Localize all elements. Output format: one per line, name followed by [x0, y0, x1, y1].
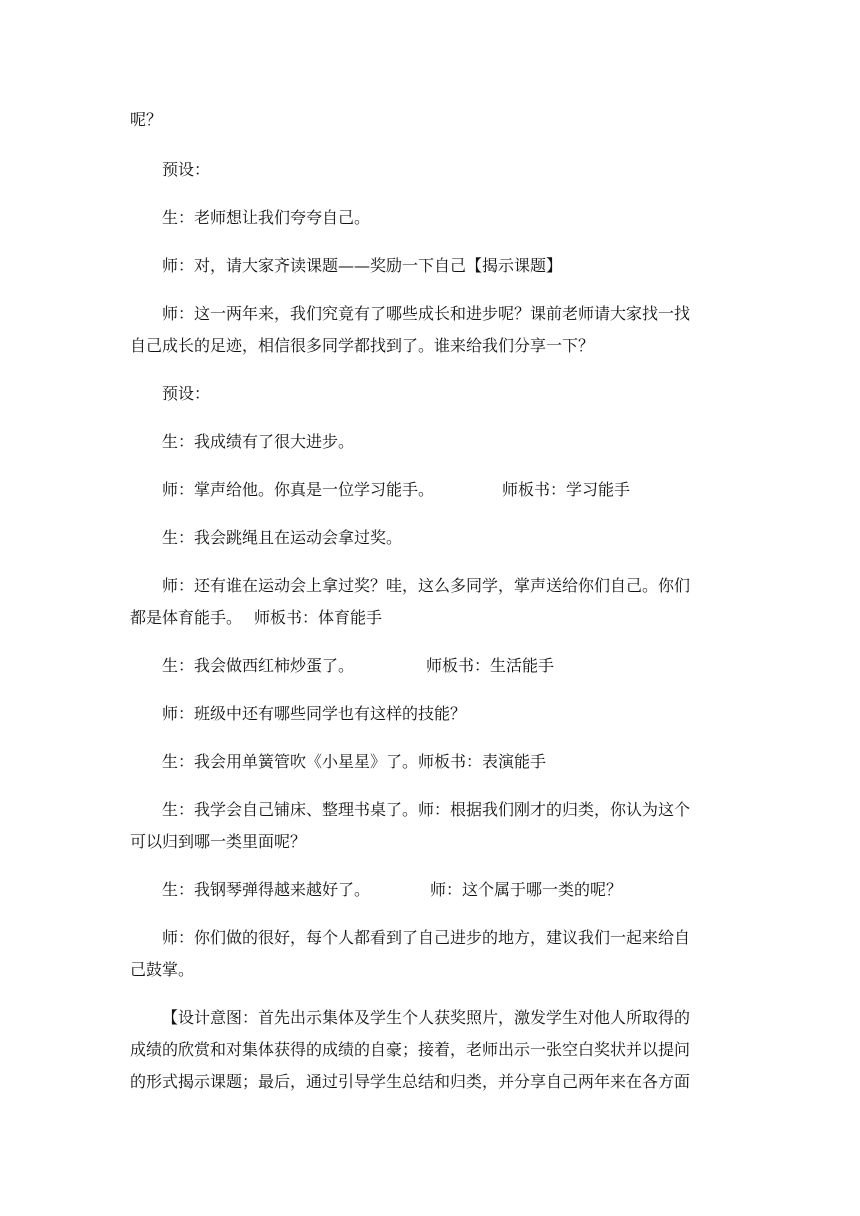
text-line: 师：还有谁在运动会上拿过奖？哇，这么多同学，掌声送给你们自己。你们: [162, 576, 691, 595]
board-note: 师板书：生活能手: [426, 656, 555, 675]
text-line: 己鼓掌。: [130, 960, 195, 979]
text-segment: 师：这个属于哪一类的呢？: [430, 880, 623, 899]
text-segment: 生：我钢琴弹得越来越好了。: [162, 880, 371, 899]
text-line: [162, 656, 730, 676]
text-line: 预设：: [162, 384, 211, 403]
text-line: 师：你们做的很好，每个人都看到了自己进步的地方，建议我们一起来给自: [162, 928, 691, 947]
text-line: 可以归到哪一类里面呢？: [130, 832, 307, 851]
text-segment: 生：我会做西红柿炒蛋了。: [162, 656, 355, 675]
text-line: 成绩的欣赏和对集体获得的成绩的自豪；接着，老师出示一张空白奖状并以提问: [130, 1040, 691, 1059]
text-line: [130, 608, 730, 628]
text-line: 师：对，请大家齐读课题——奖励一下自己【揭示课题】: [162, 256, 563, 275]
text-segment: 师：掌声给他。你真是一位学习能手。: [162, 480, 435, 499]
text-line: 自己成长的足迹，相信很多同学都找到了。谁来给我们分享一下？: [130, 336, 595, 355]
text-line: 的形式揭示课题；最后，通过引导学生总结和归类，并分享自己两年来在各方面: [130, 1072, 691, 1091]
board-note: 师板书：学习能手: [502, 480, 631, 499]
text-line: 【设计意图：首先出示集体及学生个人获奖照片，激发学生对他人所取得的: [162, 1008, 691, 1027]
text-line: 生：老师想让我们夸夸自己。: [162, 208, 371, 227]
text-line: 生：我会用单簧管吹《小星星》了。师板书：表演能手: [162, 752, 547, 771]
text-line: 生：我成绩有了很大进步。: [162, 432, 355, 451]
text-line: 生：我学会自己铺床、整理书桌了。师：根据我们刚才的归类，你认为这个: [162, 800, 691, 819]
text-line: 师：这一两年来，我们究竟有了哪些成长和进步呢？课前老师请大家找一找: [162, 304, 691, 323]
text-line: [162, 880, 730, 900]
board-note: 师板书：体育能手: [254, 608, 383, 627]
text-line: [162, 480, 730, 500]
text-segment: 都是体育能手。: [130, 608, 243, 627]
text-line: 生：我会跳绳且在运动会拿过奖。: [162, 528, 403, 547]
text-line: 预设：: [162, 160, 211, 179]
text-line: 呢？: [130, 110, 163, 129]
text-line: 师：班级中还有哪些同学也有这样的技能？: [162, 704, 467, 723]
